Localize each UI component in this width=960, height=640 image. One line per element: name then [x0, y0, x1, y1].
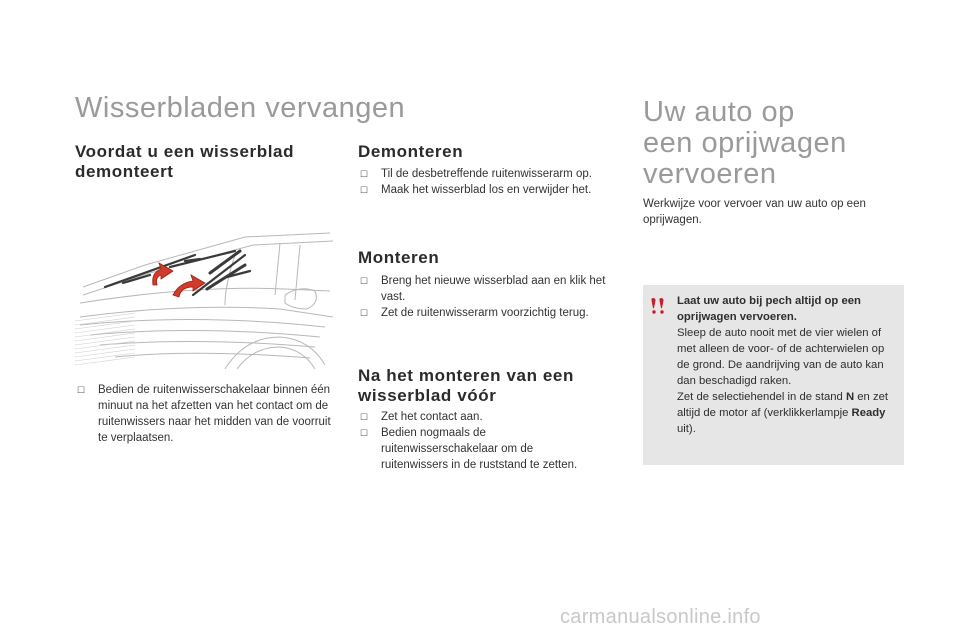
warning-lead: Laat uw auto bij pech altijd op een oprijwagen vervoeren. [677, 295, 861, 323]
step-text: Bedien de ruitenwisserschakelaar binnen één minuut na het afzetten van het contact om de ruitenwissers naar het midden van de voorruit te verplaatsen. [98, 384, 331, 444]
heading-na-monteren: Na het monteren van een wisserblad vóór [358, 366, 574, 405]
step-item [358, 182, 618, 198]
step-text: Bedien nogmaals de ruitenwisserschakelaar om de ruitenwissers in de ruststand te zetten. [381, 427, 578, 471]
step-item [358, 425, 603, 473]
check-box-icon: ☐ [360, 428, 369, 438]
step-text: Zet het contact aan. [381, 411, 483, 423]
check-box-icon: ☐ [77, 385, 86, 395]
step-text: Breng het nieuwe wisserblad aan en klik het vast. [381, 275, 606, 303]
warning-text [677, 293, 899, 437]
gear-position-n: N [845, 391, 855, 403]
title-line: Uw auto op [643, 96, 795, 128]
step-item [358, 305, 608, 321]
before-removal-steps [75, 382, 337, 446]
na-monteren-steps [358, 409, 603, 473]
check-box-icon: ☐ [360, 185, 369, 195]
step-item [75, 382, 337, 446]
watermark: carmanualsonline.info [560, 606, 761, 628]
title-line: vervoeren [643, 158, 777, 190]
warning-body-2-end: uit). [677, 423, 696, 435]
warning-body-2-post: en zet altijd de motor af (verklikkerlampje [677, 391, 889, 419]
step-item [358, 166, 618, 182]
section-title-transport [643, 97, 913, 190]
demonteren-steps [358, 166, 618, 198]
check-box-icon: ☐ [360, 308, 369, 318]
check-box-icon: ☐ [360, 276, 369, 286]
step-text: Maak het wisserblad los en verwijder het. [381, 184, 592, 196]
warning-body-1: Sleep de auto nooit met de vier wielen of met alleen de voor- of de achterwielen op de grond. De aandrijving van de auto kan dan beschadigd raken. [677, 327, 885, 387]
section-heading-before-removal: Voordat u een wisserblad demonteert [75, 142, 295, 181]
title-line: een oprijwagen [643, 127, 847, 159]
step-item [358, 273, 608, 305]
page-title: Wisserbladen vervangen [75, 92, 406, 124]
warning-body-2-pre: Zet de selectiehendel in de stand [677, 391, 846, 403]
step-text: Zet de ruitenwisserarm voorzichtig terug. [381, 307, 589, 319]
check-box-icon: ☐ [360, 169, 369, 179]
heading-demonteren: Demonteren [358, 142, 464, 161]
monteren-steps [358, 273, 608, 321]
check-box-icon: ☐ [360, 412, 369, 422]
step-item [358, 409, 603, 425]
step-text: Til de desbetreffende ruitenwisserarm op. [381, 168, 592, 180]
heading-monteren: Monteren [358, 248, 440, 267]
ready-indicator: Ready [851, 407, 886, 419]
double-exclamation-icon [649, 296, 669, 316]
transport-intro: Werkwijze voor vervoer van uw auto op een oprijwagen. [643, 198, 866, 226]
wiper-illustration [75, 225, 337, 369]
